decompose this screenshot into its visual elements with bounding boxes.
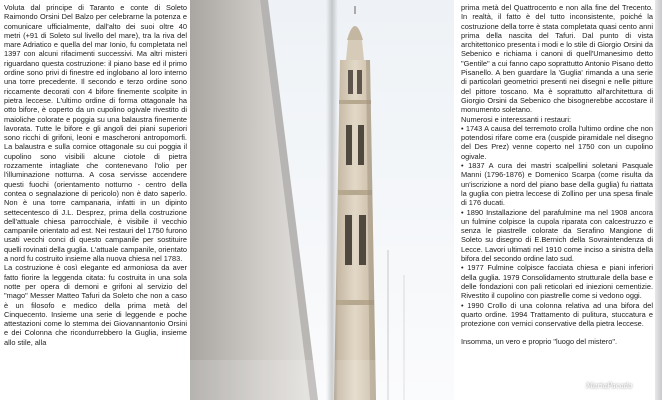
restoration-1890: • 1890 Installazione del parafulmine ma nel 1908 ancora un fulmine colpisce la cupola riparata con calcestruzzo e senza le piastrelle colorate da Serafino Mangione di Soleto su disegno di E.Bernich della Sovraintendenza di Lecce. Lavori ultimati nel 1910 come inciso a sinistra della bifora del secondo ordine lato sud. — [461, 207, 653, 264]
restoration-1743: • 1743 A causa del terremoto crolla l'ultimo ordine che non potendosi rifare come era (cuspide piramidale nel disegno del Des Prez) venne coperto nel 1750 con un cupolino ogivale. — [461, 123, 653, 161]
page-edge — [655, 0, 662, 400]
restoration-1977: • 1977 Fulmine colpisce facciata chiesa e piani inferiori della guglia. 1979 Consolidamento strutturale della base e delle fondazioni con pali reticolari ed iniezioni cementizie. Rivestito il cupolino con piastrelle come si vedono oggi. — [461, 263, 653, 301]
left-text-column — [4, 3, 187, 347]
left-paragraph-2: La costruzione è così elegante ed armoniosa da aver fatto fiorire la leggenda citata: fu costruita in una sola notte per opera di demoni e grifoni al servizio del "mago" Messer Matteo Tafuri da Soleto che non a caso è un filosofo e medico della prima metà del Cinquecento. Insieme una serie di leggende e poche attestazioni come lo stemma dei Giovannantonio Orsini e dei Colonna che ricondurrebbero la Guglia, insieme allo stile, alla — [4, 263, 187, 347]
restoration-1990: • 1990 Crollo di una colonna relativa ad una bifora del quarto ordine. 1994 Trattamento di pulitura, stuccatura e protezione con vernici conservative della pietra leccese. — [461, 300, 653, 329]
right-paragraph-1: prima metà del Quattrocento e non alla fine del Trecento. In realtà, il fatto è del tutto inconsistente, poiché la costruzione della torre è stata completata quasi cento anni prima della nascita del Tafuri. Dal punto di vista architettonico presenta i modi e lo stile di Giorgio Orsini da Sebenico e richiama i canoni di quell'Umanesimo detto "Gentile" a cui fanno capo soprattutto Antonio Pisano detto Pisanello. A ben guardare la 'Guglia' rimanda a una serie di particolari geometrici presenti nei disegni e nelle pitture del pittore toscano. Ma è soprattutto all'architettura di Giorgio Orsini da Sebenico che bisognerebbe accostare il monumento soletano. — [461, 3, 653, 115]
closing-line: Insomma, un vero e proprio "luogo del mistero". — [461, 337, 618, 347]
page-gutter — [326, 0, 338, 400]
restoration-1837: • 1837 A cura dei mastri scalpellini soletani Pasquale Manni (1796-1876) e Domenico Scarpa (come risulta da un'iscrizione a nord del piano base della guglia) fu riattata la guglia con pietra leccese di Zollino per una spesa finale di 176 ducati. — [461, 161, 653, 208]
left-paragraph-1: Voluta dal principe di Taranto e conte di Soleto Raimondo Orsini Del Balzo per celebrarne la potenza e comunicare ufficialmente, dall'alto dei suoi oltre 40 metri (+91 di Soleto sul livello del mare), tra la riva del mare Adriatico e quella del mar Ionio, fu completata nel 1397 con alcuni rifacimenti successivi. Ma altri misteri riguardano questa costruzione: il piano base ed il primo ordine sono privi di finestre ed inglobano al loro interno una torre precedente. Il secondo e terzo ordine sono riccamente decorati con 4 bifore finemente scolpite in pietra leccese. L'ultimo ordine di forma ottagonale ha otto bifore, è coperto da un cupolino ogivale rivestito di maioliche colorate e poggia su una balaustra finemente lavorata. Tutte le bifore e gli angoli dei piani superiori sono ricchi di grifoni, leoni e mascheroni antropomorfi. La balaustra e sulla cornice ottagonale su cui poggia il cupolino sono visibili alcune ciotole di pietra rozzamente intagliate che contenevano l'olio per l'illuminazione notturna. A cosa servisse accendere questi fuochi (orientamento notturno - centro della contea o segnalazione di pericolo) non è dato saperlo. Non è una torre campanaria, infatti in un dipinto settecentesco di J.L. Desprez, prima della costruzione dell'attuale chiesa parrocchiale, è visibile il vecchio campanile orientato ad est. Nei restauri del 1750 furono usati vecchi conci di questo campanile per sostituire quelli rovinati della guglia. L'attuale campanile, orientato a nord fu costruito insieme alla nuova chiesa nel 1783. — [4, 3, 188, 264]
photo-credit: MariaPacada — [586, 382, 633, 390]
tower-illustration — [190, 0, 454, 400]
restorations-intro: Numerosi e interessanti i restauri: — [461, 114, 572, 124]
right-text-column — [461, 3, 653, 347]
